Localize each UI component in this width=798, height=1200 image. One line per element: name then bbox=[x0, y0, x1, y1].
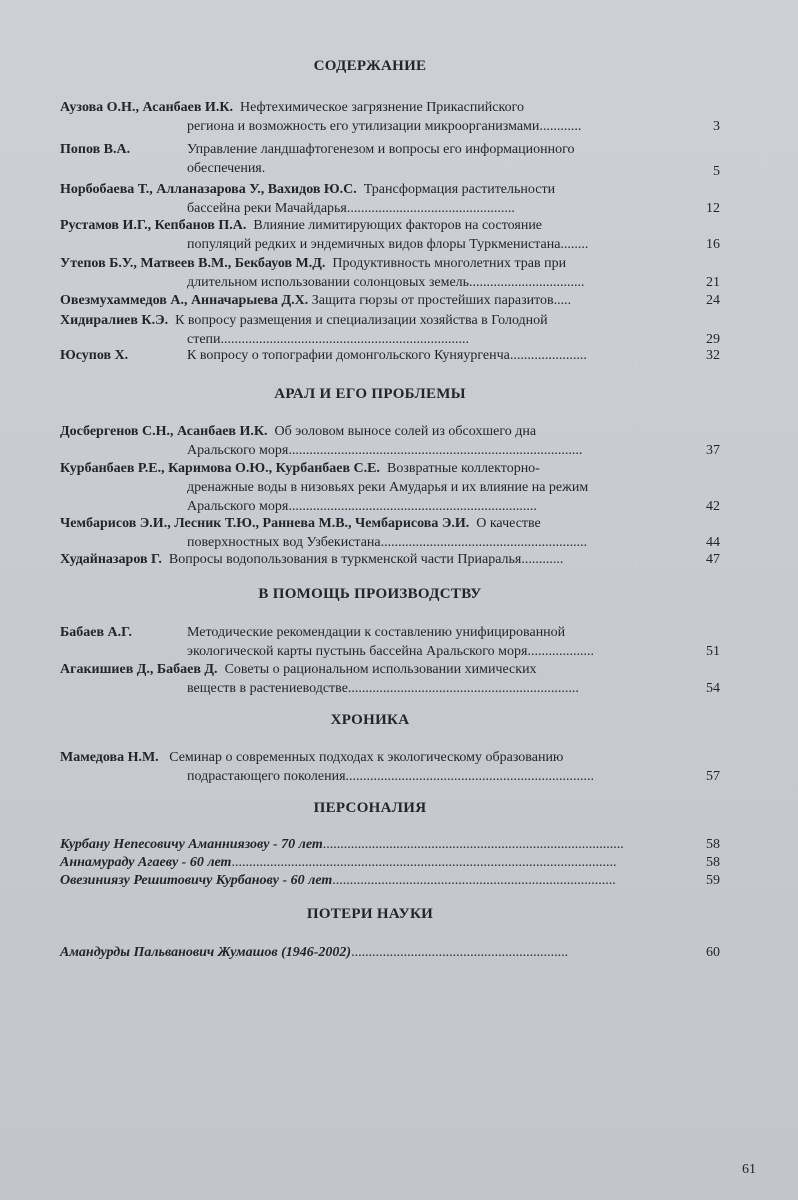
entry-title: Управление ландшафтогенезом и вопросы его информационного bbox=[187, 142, 575, 157]
entry-authors: Рустамов И.Г., Кепбанов П.А. bbox=[60, 218, 247, 233]
entry-title-cont: популяций редких и эндемичных видов флоры Туркменистана........ bbox=[187, 237, 589, 252]
entry-page: 51 bbox=[706, 644, 720, 659]
section-heading-contents: СОДЕРЖАНИЕ bbox=[313, 58, 427, 74]
dot-leader: ...................................................................................... bbox=[322, 837, 624, 852]
entry-page: 57 bbox=[706, 769, 720, 784]
entry-authors: Агакишиев Д., Бабаев Д. bbox=[60, 662, 218, 677]
entry-authors: Аузова О.Н., Асанбаев И.К. bbox=[60, 100, 233, 115]
toc-entry bbox=[60, 623, 720, 661]
person-name: Овезиниязу Решитовичу Курбанову - 60 лет bbox=[60, 873, 333, 888]
entry-page: 5 bbox=[713, 164, 720, 179]
entry-page: 12 bbox=[706, 201, 720, 216]
entry-authors: Бабаев А.Г. bbox=[60, 625, 132, 640]
entry-title: Возвратные коллекторно- bbox=[386, 461, 540, 476]
entry-title-cont: длительном использовании солонцовых земель................................. bbox=[187, 275, 585, 290]
entry-authors: Утепов Б.У., Матвеев В.М., Бекбауов М.Д. bbox=[60, 256, 326, 271]
entry-title: Семинар о современных подходах к экологическому образованию bbox=[169, 750, 564, 765]
entry-page: 3 bbox=[713, 119, 720, 134]
entry-title-cont: экологической карты пустынь бассейна Аральского моря................... bbox=[187, 644, 594, 659]
entry-title: Трансформация растительности bbox=[363, 182, 556, 197]
entry-title: Влияние лимитирующих факторов на состояние bbox=[253, 218, 543, 233]
entry-title: Продуктивность многолетних трав при bbox=[332, 256, 567, 271]
entry-authors: Юсупов Х. bbox=[60, 348, 129, 363]
person-name: Амандурды Пальванович Жумашов (1946-2002) bbox=[60, 945, 352, 960]
toc-entry bbox=[60, 660, 720, 698]
entry-page: 42 bbox=[706, 499, 720, 514]
entry-title: О качестве bbox=[476, 516, 541, 531]
entry-authors: Хидиралиев К.Э. bbox=[60, 313, 169, 328]
toc-entry bbox=[60, 459, 720, 516]
section-heading-chronicle: ХРОНИКА bbox=[330, 712, 410, 728]
entry-authors: Досбергенов С.Н., Асанбаев И.К. bbox=[60, 424, 268, 439]
entry-page: 58 bbox=[706, 855, 720, 870]
entry-title: Вопросы водопользования в туркменской части Приаралья............ bbox=[168, 552, 564, 567]
toc-entry bbox=[60, 291, 720, 310]
entry-title-cont: степи....................................................................... bbox=[187, 332, 470, 347]
section-heading-aral: АРАЛ И ЕГО ПРОБЛЕМЫ bbox=[274, 386, 466, 402]
entry-authors: Овезмухаммедов А., Анначарыева Д.Х. bbox=[60, 293, 309, 308]
toc-entry bbox=[60, 422, 720, 460]
entry-title-cont: Аральского моря....................................................................... bbox=[187, 499, 537, 514]
entry-page: 37 bbox=[706, 443, 720, 458]
entry-title: Советы о рациональном использовании химических bbox=[224, 662, 537, 677]
toc-entry bbox=[60, 748, 720, 786]
toc-entry bbox=[60, 514, 720, 552]
entry-title: Методические рекомендации к составлению унифицированной bbox=[187, 625, 566, 640]
entry-authors: Попов В.А. bbox=[60, 142, 131, 157]
dot-leader: .............................................................. bbox=[351, 945, 569, 960]
toc-entry bbox=[60, 216, 720, 254]
entry-authors: Мамедова Н.М. bbox=[60, 750, 159, 765]
entry-title-cont: обеспечения. bbox=[187, 161, 266, 176]
section-heading-losses: ПОТЕРИ НАУКИ bbox=[306, 906, 434, 922]
entry-page: 29 bbox=[706, 332, 720, 347]
entry-title: К вопросу о топографии домонгольского Куняургенча...................... bbox=[187, 348, 587, 363]
entry-page: 32 bbox=[706, 348, 720, 363]
entry-page: 16 bbox=[706, 237, 720, 252]
entry-page: 24 bbox=[706, 293, 720, 308]
entry-title-cont: Аральского моря.................................................................................... bbox=[187, 443, 583, 458]
personalia-entry bbox=[60, 835, 720, 854]
entry-page: 54 bbox=[706, 681, 720, 696]
entry-page: 44 bbox=[706, 535, 720, 550]
entry-title: Нефтехимическое загрязнение Прикаспийского bbox=[239, 100, 524, 115]
entry-title-cont: бассейна реки Мачайдарья................................................ bbox=[187, 201, 515, 216]
section-heading-production: В ПОМОЩЬ ПРОИЗВОДСТВУ bbox=[258, 586, 482, 602]
entry-authors: Норбобаева Т., Алланазарова У., Вахидов Ю.С. bbox=[60, 182, 357, 197]
toc-entry bbox=[60, 254, 720, 292]
entry-page: 21 bbox=[706, 275, 720, 290]
personalia-entry bbox=[60, 853, 720, 872]
entry-page: 47 bbox=[706, 552, 720, 567]
entry-authors: Худайназаров Г. bbox=[60, 552, 162, 567]
person-name: Аннамураду Агаеву - 60 лет bbox=[60, 855, 232, 870]
entry-page: 59 bbox=[706, 873, 720, 888]
entry-authors: Курбанбаев Р.Е., Каримова О.Ю., Курбанбаев С.Е. bbox=[60, 461, 380, 476]
entry-page: 60 bbox=[706, 945, 720, 960]
entry-authors: Чембарисов Э.И., Лесник Т.Ю., Раннева М.В., Чембарисова Э.И. bbox=[60, 516, 470, 531]
entry-title-cont: подрастающего поколения....................................................................... bbox=[187, 769, 595, 784]
personalia-entry bbox=[60, 871, 720, 890]
entry-title-cont: веществ в растениеводстве.................................................................. bbox=[187, 681, 579, 696]
dot-leader: ................................................................................. bbox=[332, 873, 616, 888]
entry-title: Об эоловом выносе солей из обсохшего дна bbox=[274, 424, 537, 439]
entry-title-cont: поверхностных вод Узбекистана........................................................... bbox=[187, 535, 588, 550]
toc-entry bbox=[60, 98, 720, 136]
dot-leader: .............................................................................................................. bbox=[231, 855, 617, 870]
entry-title: Защита гюрзы от простейших паразитов..... bbox=[311, 293, 572, 308]
entry-title-cont: региона и возможность его утилизации микроорганизмами............ bbox=[187, 119, 582, 134]
toc-entry bbox=[60, 346, 720, 365]
entry-page: 58 bbox=[706, 837, 720, 852]
entry-title: К вопросу размещения и специализации хозяйства в Голодной bbox=[175, 313, 548, 328]
person-name: Курбану Непесовичу Аманниязову - 70 лет bbox=[60, 837, 323, 852]
entry-title-cont: дренажные воды в низовьях реки Амударья и их влияние на режим bbox=[187, 480, 589, 495]
toc-entry bbox=[60, 311, 720, 349]
toc-entry bbox=[60, 180, 720, 218]
losses-entry bbox=[60, 943, 720, 962]
page-number: 61 bbox=[742, 1162, 756, 1177]
section-heading-personalia: ПЕРСОНАЛИЯ bbox=[313, 800, 427, 816]
toc-entry bbox=[60, 550, 720, 569]
